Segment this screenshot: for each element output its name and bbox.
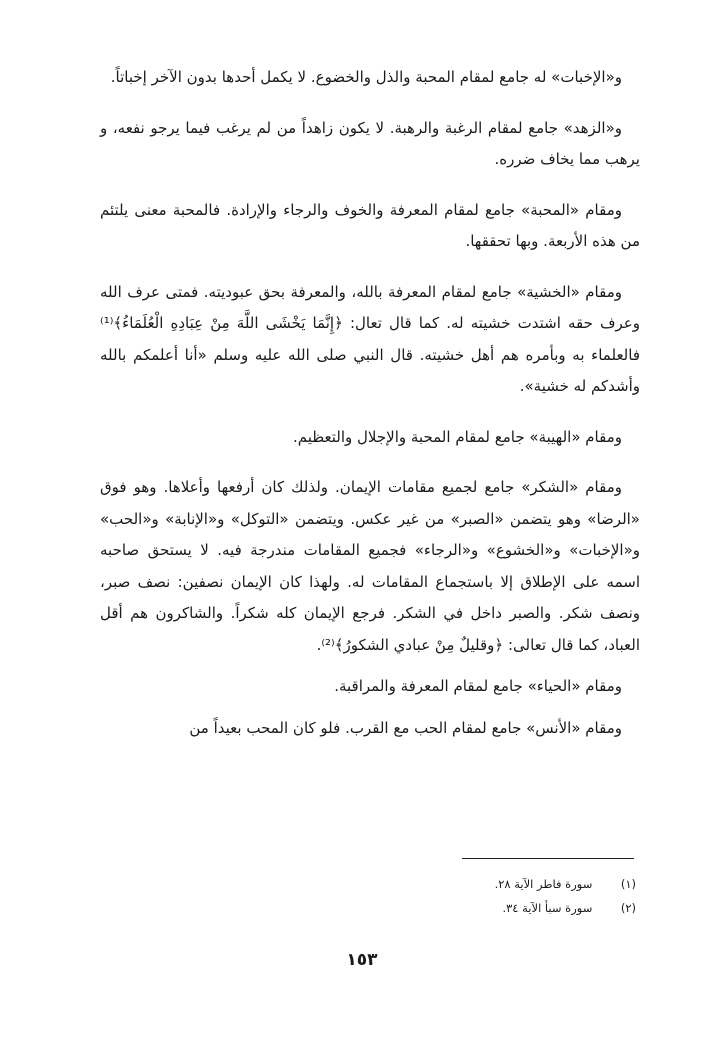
footnote-divider (462, 858, 634, 859)
paragraph-shukr: ومقام «الشكر» جامع لجميع مقامات الإيمان. ولذلك كان أرفعها وأعلاها. وهو فوق «الرضا» وهو يتضمن «الصبر» من غير عكس. ويتضمن «التوكل» و«الإنابة» و«الحب» و«الإخبات» و«الخشوع» و«الرجاء» فجميع المقامات مندرجة فيه. لا يستحق صاحبه اسمه على الإطلاق إلا باستجماع المقامات له. ولهذا كان الإيمان نصفين: نصف صبر، ونصف شكر. والصبر داخل في الشكر. فرجع الإيمان كله شكراً. والشاكرون هم أقل العباد، كما قال تعالى: ﴿وقليلٌ مِنْ عبادي الشكورُ﴾⁽²⁾. (100, 478, 640, 654)
footnote-item (336, 872, 636, 896)
footnote-text: سورة فاطر الآية ٢٨. (494, 877, 593, 891)
footnotes (336, 872, 636, 920)
page-number: ١٥٣ (346, 950, 378, 970)
footnote-number: (٢) (620, 901, 636, 915)
paragraph-khashya: ومقام «الخشية» جامع لمقام المعرفة بالله، والمعرفة بحق عبوديته. فمتى عرف الله وعرف حقه اشتدت خشيته له. كما قال تعال: ﴿إِنَّمَا يَخْشَى اللَّهَ مِنْ عِبَادِهِ الْعُلَمَاءُ﴾⁽¹⁾ فالعلماء به وبأمره هم أهل خشيته. قال النبي صلى الله عليه وسلم «أنا أعلمكم بالله وأشدكم له خشية». (100, 282, 640, 395)
footnote-text: سورة سبأ الآية ٣٤. (502, 901, 593, 915)
paragraph-hayba: ومقام «الهيبة» جامع لمقام المحبة والإجلال والتعظيم. (292, 427, 622, 446)
footnote-number: (١) (620, 877, 636, 891)
body-text (100, 62, 640, 763)
paragraph-mahabba: ومقام «المحبة» جامع لمقام المعرفة والخوف والرجاء والإرادة. فالمحبة معنى يلتئم من هذه الأربعة. وبها تحققها. (100, 200, 640, 250)
paragraph-zuhd: و«الزهد» جامع لمقام الرغبة والرهبة. لا يكون زاهداً من لم يرغب فيما يرجو نفعه، و يرهب مما يخاف ضرره. (100, 118, 640, 168)
paragraph-uns: ومقام «الأنس» جامع لمقام الحب مع القرب. فلو كان المحب بعيداً من (189, 718, 622, 737)
paragraph-hayaa: ومقام «الحياء» جامع لمقام المعرفة والمراقبة. (334, 677, 622, 695)
footnote-item (336, 896, 636, 920)
paragraph-ikhbat: و«الإخبات» له جامع لمقام المحبة والذل والخضوع. لا يكمل أحدها بدون الآخر إخباتاً. (110, 68, 622, 86)
